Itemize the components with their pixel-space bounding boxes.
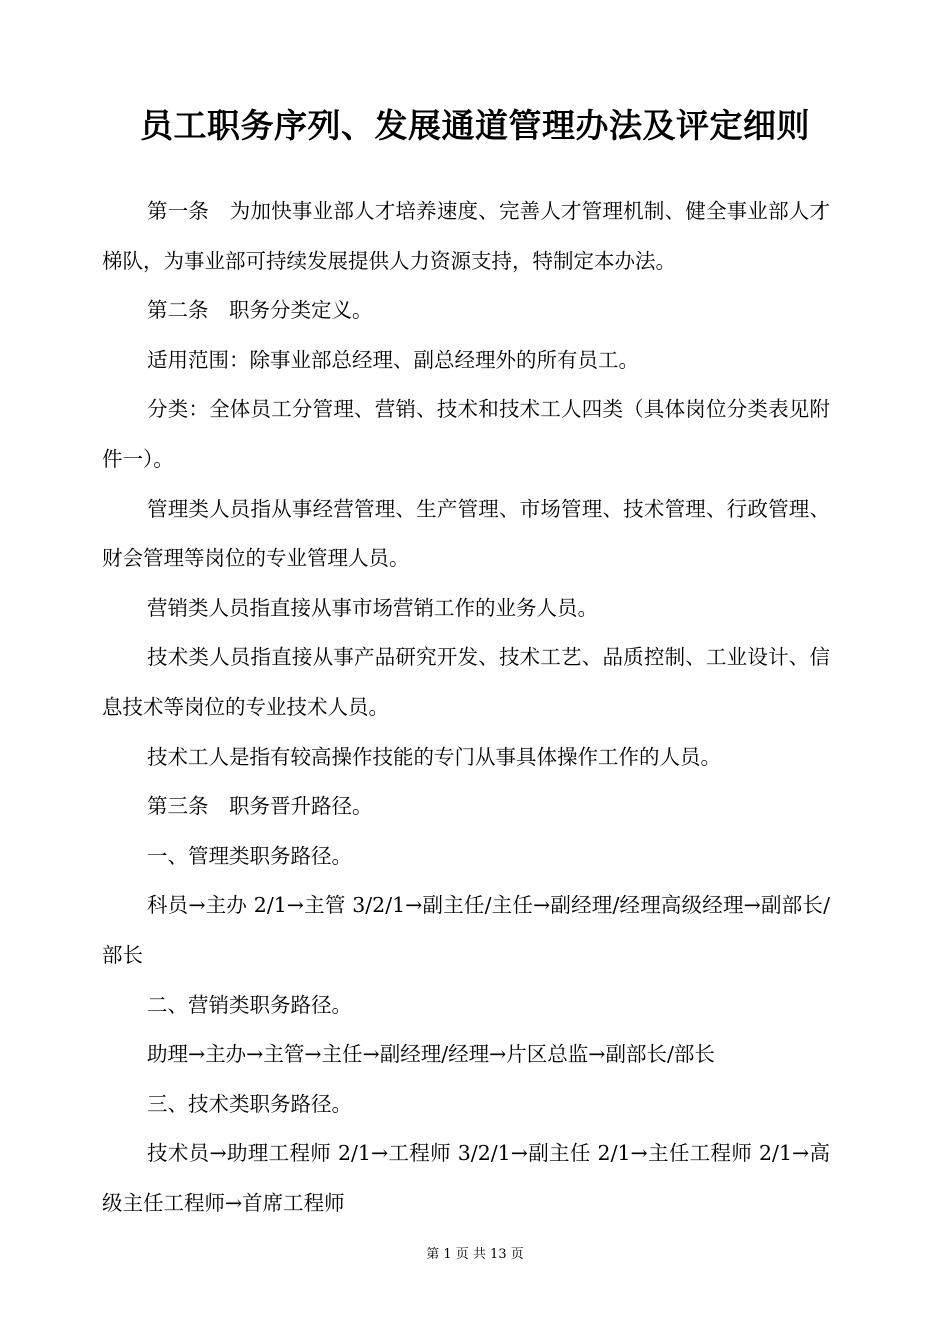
- paragraph-article-2: 第二条 职务分类定义。: [147, 298, 373, 323]
- paragraph-classification: 分类：全体员工分管理、营销、技术和技术工人四类（具体岗位分类表见附件一）。: [102, 397, 830, 471]
- page-number-footer: 第 1 页 共 13 页: [426, 1247, 524, 1262]
- paragraph-management-path-heading: 一、管理类职务路径。: [147, 843, 352, 868]
- paragraph-technical-path: 技术员→助理工程师 2/1→工程师 3/2/1→副主任 2/1→主任工程师 2/1→高级主任工程师→首席工程师: [102, 1141, 830, 1215]
- paragraph-article-3: 第三条 职务晋升路径。: [147, 794, 373, 819]
- document-title: 员工职务序列、发展通道管理办法及评定细则: [140, 106, 810, 145]
- paragraph-scope: 适用范围：除事业部总经理、副总经理外的所有员工。: [147, 347, 639, 372]
- paragraph-marketing-path: 助理→主办→主管→主任→副经理/经理→片区总监→副部长/部长: [147, 1042, 715, 1067]
- paragraph-technical-definition: 技术类人员指直接从事产品研究开发、技术工艺、品质控制、工业设计、信息技术等岗位的专业技术人员。: [102, 645, 830, 719]
- paragraph-management-definition: 管理类人员指从事经营管理、生产管理、市场管理、技术管理、行政管理、财会管理等岗位的专业管理人员。: [102, 496, 830, 571]
- document-body: [102, 187, 830, 1228]
- paragraph-management-path: 科员→主办 2/1→主管 3/2/1→副主任/主任→副经理/经理高级经理→副部长/部长: [102, 893, 830, 967]
- paragraph-technical-path-heading: 三、技术类职务路径。: [147, 1091, 352, 1116]
- paragraph-article-1: 第一条 为加快事业部人才培养速度、完善人才管理机制、健全事业部人才梯队，为事业部可持续发展提供人力资源支持，特制定本办法。: [102, 199, 830, 273]
- paragraph-marketing-path-heading: 二、营销类职务路径。: [147, 992, 352, 1017]
- paragraph-marketing-definition: 营销类人员指直接从事市场营销工作的业务人员。: [147, 595, 598, 620]
- paragraph-worker-definition: 技术工人是指有较高操作技能的专门从事具体操作工作的人员。: [147, 744, 721, 769]
